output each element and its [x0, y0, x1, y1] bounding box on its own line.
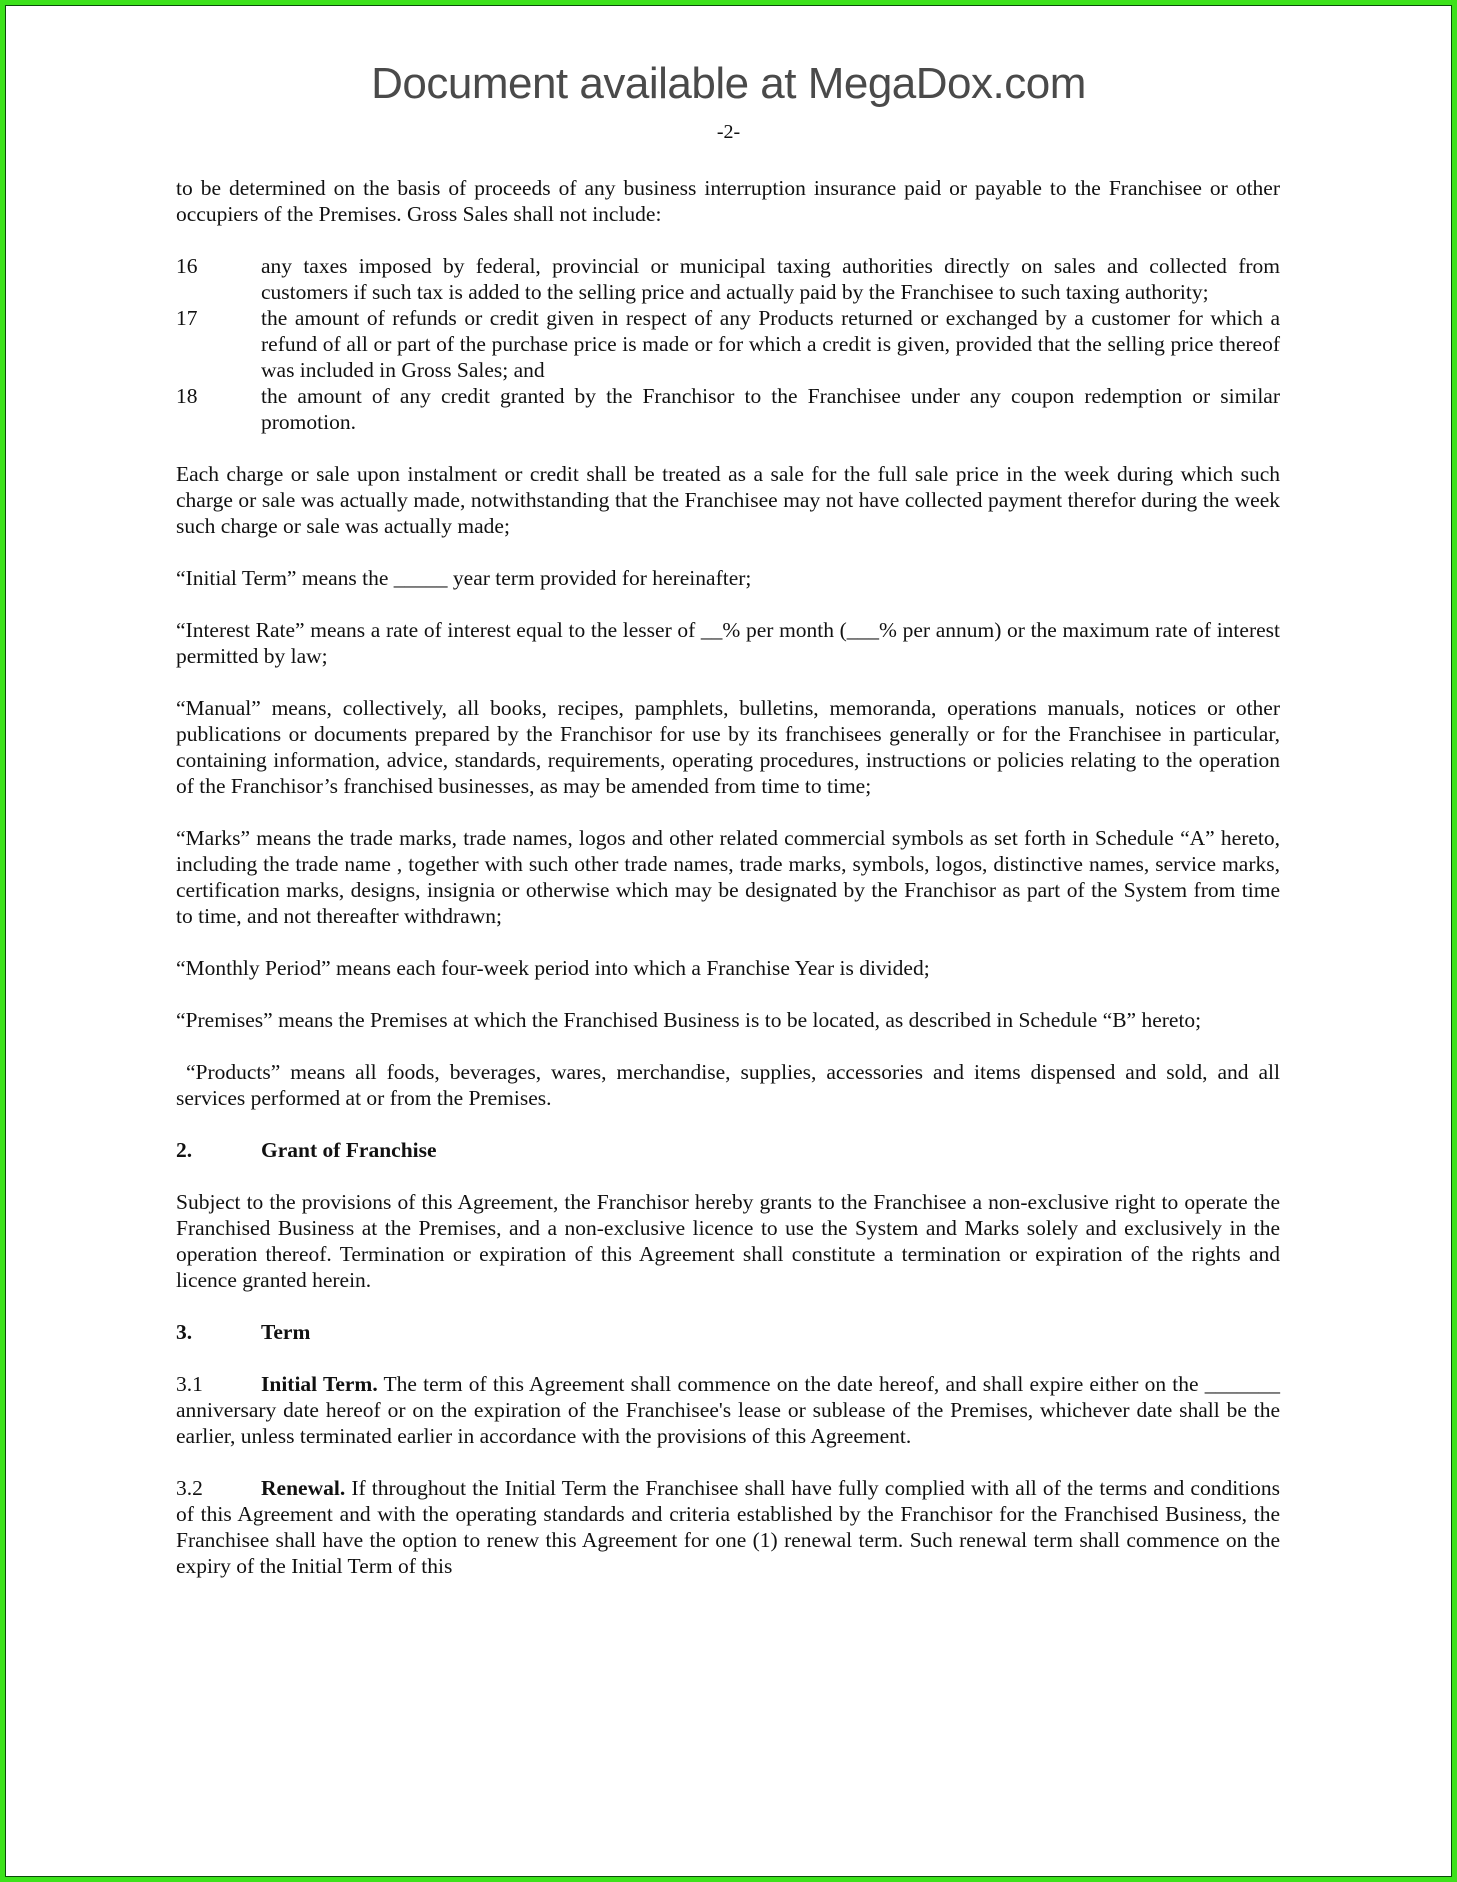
- exclusions-list: [176, 253, 1280, 435]
- item-text: the amount of refunds or credit given in respect of any Products returned or exchanged by a customer for which a refund of all or part of the purchase price is made or for which a credit is given, provided that the selling price thereof was included in Gross Sales; and: [261, 306, 1280, 382]
- clause-number: 3.1: [176, 1372, 203, 1396]
- section-number: 3.: [176, 1320, 193, 1344]
- clause-3-2: [176, 1475, 1280, 1579]
- section-number: 2.: [176, 1138, 193, 1162]
- clause-number: 3.2: [176, 1476, 203, 1500]
- document-body: [176, 175, 1286, 1605]
- definition-monthly-period: “Monthly Period” means each four-week period into which a Franchise Year is divided;: [176, 956, 930, 980]
- definition-premises: “Premises” means the Premises at which the Franchised Business is to be located, as described in Schedule “B” hereto;: [176, 1008, 1202, 1032]
- section-heading-grant: [176, 1137, 1280, 1163]
- section-grant-text: Subject to the provisions of this Agreement, the Franchisor hereby grants to the Franchisee a non-exclusive right to operate the Franchised Business at the Premises, and a non-exclusive licence to use the System and Marks solely and exclusively in the operation thereof. Termination or expiration of this Agreement shall constitute a termination or expiration of the rights and licence granted herein.: [176, 1190, 1280, 1292]
- list-item: [176, 305, 1280, 383]
- section-title: Grant of Franchise: [261, 1138, 437, 1162]
- section-heading-term: [176, 1319, 1280, 1345]
- definition-initial-term: “Initial Term” means the _____ year term provided for hereinafter;: [176, 566, 752, 590]
- definition-products: “Products” means all foods, beverages, wares, merchandise, supplies, accessories and items dispensed and sold, and all services performed at or from the Premises.: [176, 1060, 1286, 1110]
- item-text: any taxes imposed by federal, provincial or municipal taxing authorities directly on sales and collected from customers if such tax is added to the selling price and actually paid by the Franchisee to such taxing authority;: [261, 254, 1280, 304]
- clause-title: Initial Term.: [261, 1372, 378, 1396]
- list-item: [176, 253, 1280, 305]
- definition-manual: “Manual” means, collectively, all books, recipes, pamphlets, bulletins, memoranda, operations manuals, notices or other publications or documents prepared by the Franchisor for use by its franchisees generally or for the Franchisee in particular, containing information, advice, standards, requirements, operating procedures, instructions or policies relating to the operation of the Franchisor’s franchised businesses, as may be amended from time to time;: [176, 696, 1280, 798]
- paragraph-instalment: Each charge or sale upon instalment or credit shall be treated as a sale for the full sale price in the week during which such charge or sale was actually made, notwithstanding that the Franchisee may not have collected payment therefor during the week such charge or sale was actually made;: [176, 462, 1280, 538]
- clause-text: If throughout the Initial Term the Franchisee shall have fully complied with all of the terms and conditions of this Agreement and with the operating standards and criteria established by the Franchisor for the Franchised Business, the Franchisee shall have the option to renew this Agreement for one (1) renewal term. Such renewal term shall commence on the expiry of the Initial Term of this: [176, 1476, 1280, 1578]
- definition-interest-rate: “Interest Rate” means a rate of interest equal to the lesser of __% per month (___% per annum) or the maximum rate of interest permitted by law;: [176, 618, 1280, 668]
- clause-title: Renewal.: [261, 1476, 346, 1500]
- item-number: 18: [176, 384, 198, 408]
- clause-text: The term of this Agreement shall commence on the date hereof, and shall expire either on the _______ anniversary date hereof or on the expiration of the Franchisee's lease or sublease of the Premises, whichever date shall be the earlier, unless terminated earlier in accordance with the provisions of this Agreement.: [176, 1372, 1280, 1448]
- definition-marks: “Marks” means the trade marks, trade names, logos and other related commercial symbols as set forth in Schedule “A” hereto, including the trade name , together with such other trade names, trade marks, symbols, logos, distinctive names, service marks, certification marks, designs, insignia or otherwise which may be designated by the Franchisor as part of the System from time to time, and not thereafter withdrawn;: [176, 826, 1280, 928]
- item-number: 17: [176, 306, 198, 330]
- item-number: 16: [176, 254, 198, 278]
- list-item: [176, 383, 1280, 435]
- watermark: Document available at MegaDox.com: [371, 59, 1086, 108]
- page-number: -2-: [716, 121, 741, 143]
- intro-paragraph: to be determined on the basis of proceeds of any business interruption insurance paid or payable to the Franchisee or other occupiers of the Premises. Gross Sales shall not include:: [176, 176, 1280, 226]
- item-text: the amount of any credit granted by the Franchisor to the Franchisee under any coupon redemption or similar promotion.: [261, 384, 1280, 434]
- section-title: Term: [261, 1320, 311, 1344]
- clause-3-1: [176, 1371, 1280, 1449]
